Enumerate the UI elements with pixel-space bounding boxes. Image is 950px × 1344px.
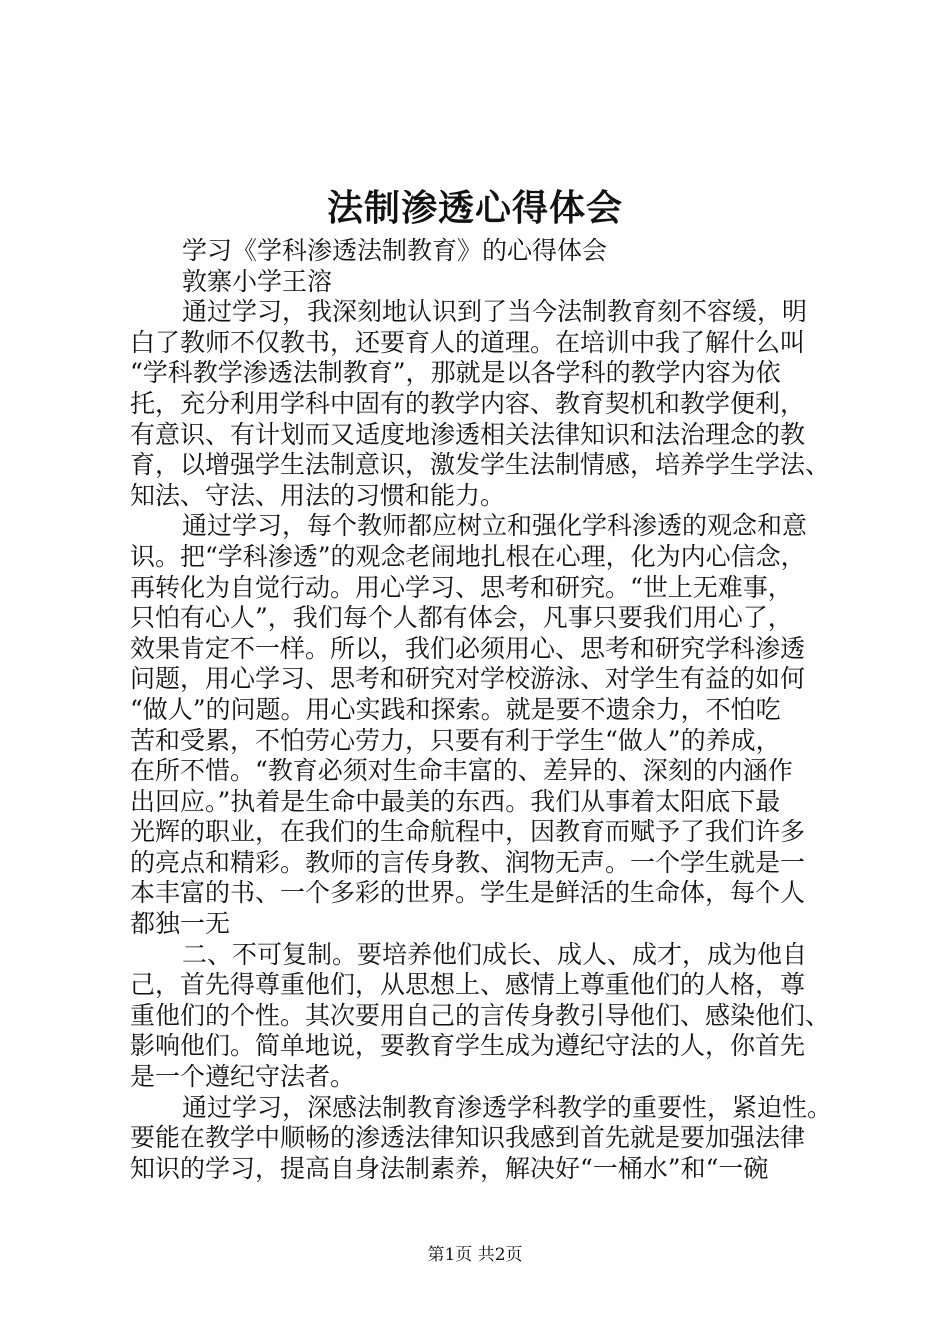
body-line: 重他们的个性。其次要用自己的言传身教引导他们、感染他们、	[130, 1000, 831, 1030]
body-line: 通过学习，每个教师都应树立和强化学科渗透的观念和意	[182, 511, 808, 541]
body-line: 二、不可复制。要培养他们成长、成人、成才，成为他自	[182, 939, 808, 969]
page-footer: 第1页 共2页	[427, 1245, 523, 1265]
body-line: 效果肯定不一样。所以，我们必须用心、思考和研究学科渗透	[130, 633, 806, 663]
body-line: 知法、守法、用法的习惯和能力。	[130, 480, 506, 510]
body-line: 在所不惜。“教育必须对生命丰富的、差异的、深刻的内涵作	[130, 756, 793, 786]
body-line: 通过学习，我深刻地认识到了当今法制教育刻不容缓，明	[182, 297, 808, 327]
body-line: 只怕有心人”，我们每个人都有体会，凡事只要我们用心了，	[130, 603, 793, 633]
body-line: 通过学习，深感法制教育渗透学科教学的重要性，紧迫性。	[182, 1092, 833, 1122]
document-body	[130, 236, 832, 1184]
body-line: 知识的学习，提高自身法制素养，解决好“一桶水”和“一碗	[130, 1153, 769, 1183]
body-line: 的亮点和精彩。教师的言传身教、润物无声。一个学生就是一	[130, 847, 806, 877]
body-line: 要能在教学中顺畅的渗透法律知识我感到首先就是要加强法律	[130, 1123, 806, 1153]
author-line: 敦寨小学王溶	[182, 266, 333, 296]
body-line: 出回应。”执着是生命中最美的东西。我们从事着太阳底下最	[130, 786, 781, 816]
body-line: 问题，用心学习、思考和研究对学校游泳、对学生有益的如何	[130, 664, 806, 694]
body-line: 白了教师不仅教书，还要育人的道理。在培训中我了解什么叫	[130, 327, 806, 357]
body-line: “做人”的问题。用心实践和探索。就是要不遗余力，不怕吃	[130, 694, 781, 724]
body-line: 本丰富的书、一个多彩的世界。学生是鲜活的生命体，每个人	[130, 878, 806, 908]
document-title: 法制渗透心得体会	[326, 187, 623, 229]
body-line: “学科教学渗透法制教育”，那就是以各学科的教学内容为依	[130, 358, 781, 388]
body-line: 有意识、有计划而又适度地渗透相关法律知识和法治理念的教	[130, 419, 806, 449]
body-line: 己，首先得尊重他们，从思想上、感情上尊重他们的人格，尊	[130, 970, 806, 1000]
body-line: 育，以增强学生法制意识，激发学生法制情感，培养学生学法、	[130, 450, 831, 480]
body-line: 苦和受累，不怕劳心劳力，只要有利于学生“做人”的养成，	[130, 725, 781, 755]
subtitle-line: 学习《学科渗透法制教育》的心得体会	[182, 236, 608, 265]
body-line: 托，充分利用学科中固有的教学内容、教育契机和教学便利，	[130, 388, 806, 418]
body-line: 光辉的职业，在我们的生命航程中，因教育而赋予了我们许多	[130, 817, 806, 847]
body-line: 影响他们。简单地说，要教育学生成为遵纪守法的人，你首先	[130, 1031, 806, 1061]
body-line: 识。把“学科渗透”的观念老闹地扎根在心理，化为内心信念，	[130, 541, 806, 571]
body-line: 都独一无	[130, 909, 231, 939]
body-line: 是一个遵纪守法者。	[130, 1062, 356, 1092]
body-line: 再转化为自觉行动。用心学习、思考和研究。“世上无难事，	[130, 572, 793, 602]
